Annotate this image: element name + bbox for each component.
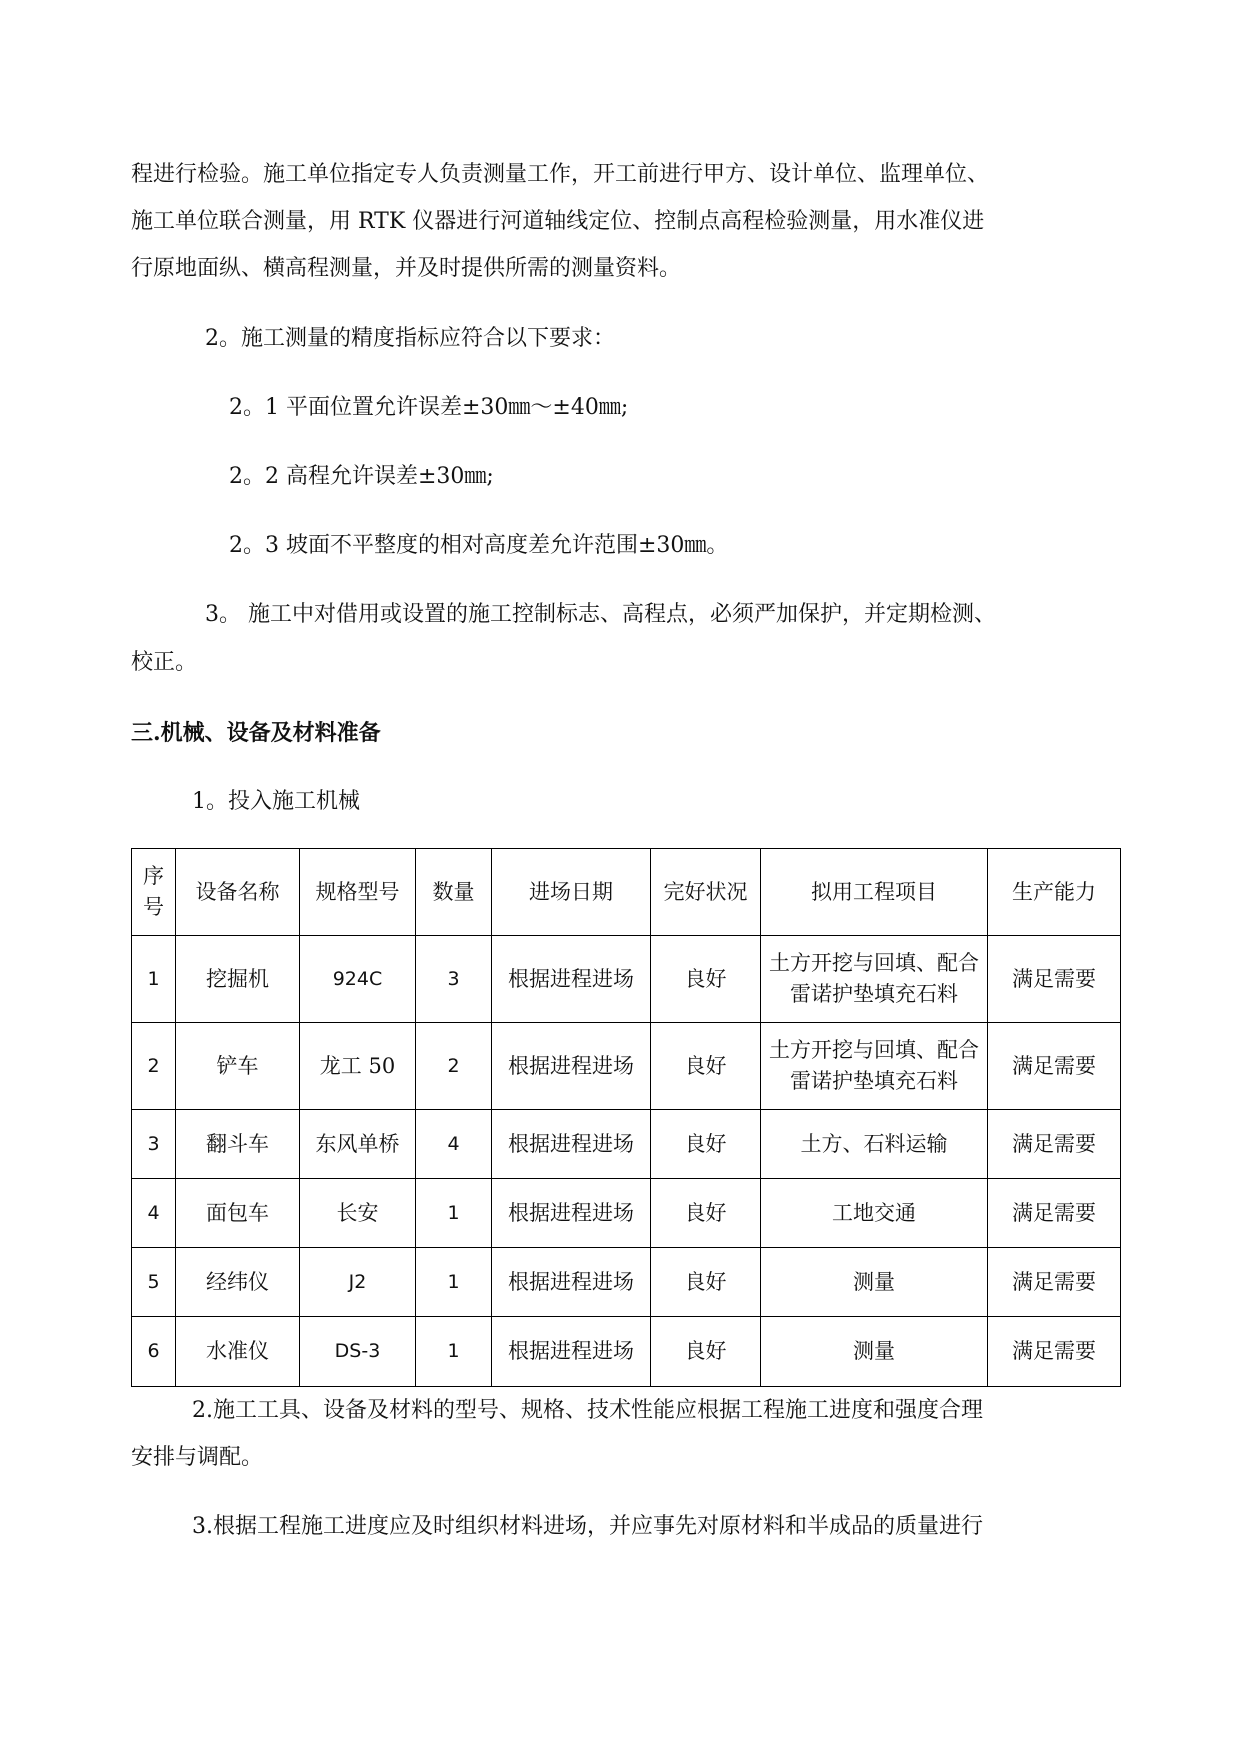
paragraph-line: 3.根据工程施工进度应及时组织材料进场，并应事先对原材料和半成品的质量进行 (192, 1514, 983, 1539)
paragraph-line: 校正。 (131, 650, 198, 675)
table-cell: 4 (416, 1110, 492, 1179)
header-cell: 完好状况 (651, 849, 761, 936)
header-cell: 设备名称 (176, 849, 300, 936)
table-cell: 根据进程进场 (492, 936, 651, 1023)
table-cell: 6 (132, 1317, 176, 1387)
section-heading: 三.机械、设备及材料准备 (131, 720, 381, 746)
header-cell: 序号 (132, 849, 176, 936)
table-cell: DS-3 (300, 1317, 416, 1387)
table-cell: 翻斗车 (176, 1110, 300, 1179)
table-cell: J2 (300, 1248, 416, 1317)
table-cell: 土方、石料运输 (761, 1110, 988, 1179)
paragraph-line: 行原地面纵、横高程测量，并及时提供所需的测量资料。 (131, 256, 682, 281)
table-cell: 长安 (300, 1179, 416, 1248)
table-row (132, 1317, 1121, 1387)
table-cell: 根据进程进场 (492, 1179, 651, 1248)
paragraph-subitem: 2。3 坡面不平整度的相对高度差允许范围±30㎜。 (229, 533, 729, 558)
paragraph-line: 安排与调配。 (131, 1445, 264, 1470)
table-row (132, 1248, 1121, 1317)
table-cell: 工地交通 (761, 1179, 988, 1248)
table-cell: 土方开挖与回填、配合雷诺护垫填充石料 (761, 936, 988, 1023)
header-cell: 数量 (416, 849, 492, 936)
paragraph-line: 程进行检验。施工单位指定专人负责测量工作，开工前进行甲方、设计单位、监理单位、 (131, 162, 990, 187)
equipment-table (131, 848, 1121, 1387)
table-cell: 测量 (761, 1248, 988, 1317)
table-cell: 1 (416, 1179, 492, 1248)
header-cell: 生产能力 (988, 849, 1121, 936)
table-cell: 4 (132, 1179, 176, 1248)
table-cell: 良好 (651, 1317, 761, 1387)
table-cell: 水准仪 (176, 1317, 300, 1387)
table-cell: 2 (132, 1023, 176, 1110)
table-cell: 1 (416, 1248, 492, 1317)
table-cell: 满足需要 (988, 1110, 1121, 1179)
paragraph-subitem: 2。2 高程允许误差±30㎜; (229, 464, 494, 489)
table-cell: 满足需要 (988, 1179, 1121, 1248)
paragraph-line: 施工单位联合测量，用 RTK 仪器进行河道轴线定位、控制点高程检验测量，用水准仪进 (131, 209, 985, 234)
table-cell: 1 (132, 936, 176, 1023)
table-cell: 土方开挖与回填、配合雷诺护垫填充石料 (761, 1023, 988, 1110)
table-cell: 满足需要 (988, 936, 1121, 1023)
table-row (132, 1023, 1121, 1110)
table-cell: 经纬仪 (176, 1248, 300, 1317)
table-cell: 3 (132, 1110, 176, 1179)
table-cell: 满足需要 (988, 1023, 1121, 1110)
table-cell: 良好 (651, 936, 761, 1023)
table-cell: 良好 (651, 1023, 761, 1110)
paragraph-line: 3。 施工中对借用或设置的施工控制标志、高程点，必须严加保护，并定期检测、 (205, 602, 996, 627)
table-cell: 良好 (651, 1248, 761, 1317)
paragraph-item: 2。施工测量的精度指标应符合以下要求： (205, 326, 615, 351)
header-cell: 规格型号 (300, 849, 416, 936)
table-row (132, 936, 1121, 1023)
table-cell: 龙工 50 (300, 1023, 416, 1110)
table-cell: 满足需要 (988, 1317, 1121, 1387)
table-cell: 924C (300, 936, 416, 1023)
table-cell: 面包车 (176, 1179, 300, 1248)
table-cell: 2 (416, 1023, 492, 1110)
table-cell: 3 (416, 936, 492, 1023)
table-cell: 根据进程进场 (492, 1248, 651, 1317)
table-cell: 满足需要 (988, 1248, 1121, 1317)
table-cell: 根据进程进场 (492, 1110, 651, 1179)
table-cell: 挖掘机 (176, 936, 300, 1023)
table-row (132, 1110, 1121, 1179)
header-cell: 进场日期 (492, 849, 651, 936)
table-cell: 根据进程进场 (492, 1317, 651, 1387)
subsection-title: 1。投入施工机械 (192, 789, 360, 814)
table-cell: 5 (132, 1248, 176, 1317)
table-cell: 铲车 (176, 1023, 300, 1110)
paragraph-subitem: 2。1 平面位置允许误差±30㎜～±40㎜; (229, 395, 629, 420)
table-cell: 良好 (651, 1179, 761, 1248)
table-cell: 测量 (761, 1317, 988, 1387)
header-cell: 拟用工程项目 (761, 849, 988, 936)
table-header-row (132, 849, 1121, 936)
paragraph-line: 2.施工工具、设备及材料的型号、规格、技术性能应根据工程施工进度和强度合理 (192, 1398, 983, 1423)
table-cell: 东风单桥 (300, 1110, 416, 1179)
table-cell: 根据进程进场 (492, 1023, 651, 1110)
table-cell: 良好 (651, 1110, 761, 1179)
table-cell: 1 (416, 1317, 492, 1387)
table-row (132, 1179, 1121, 1248)
